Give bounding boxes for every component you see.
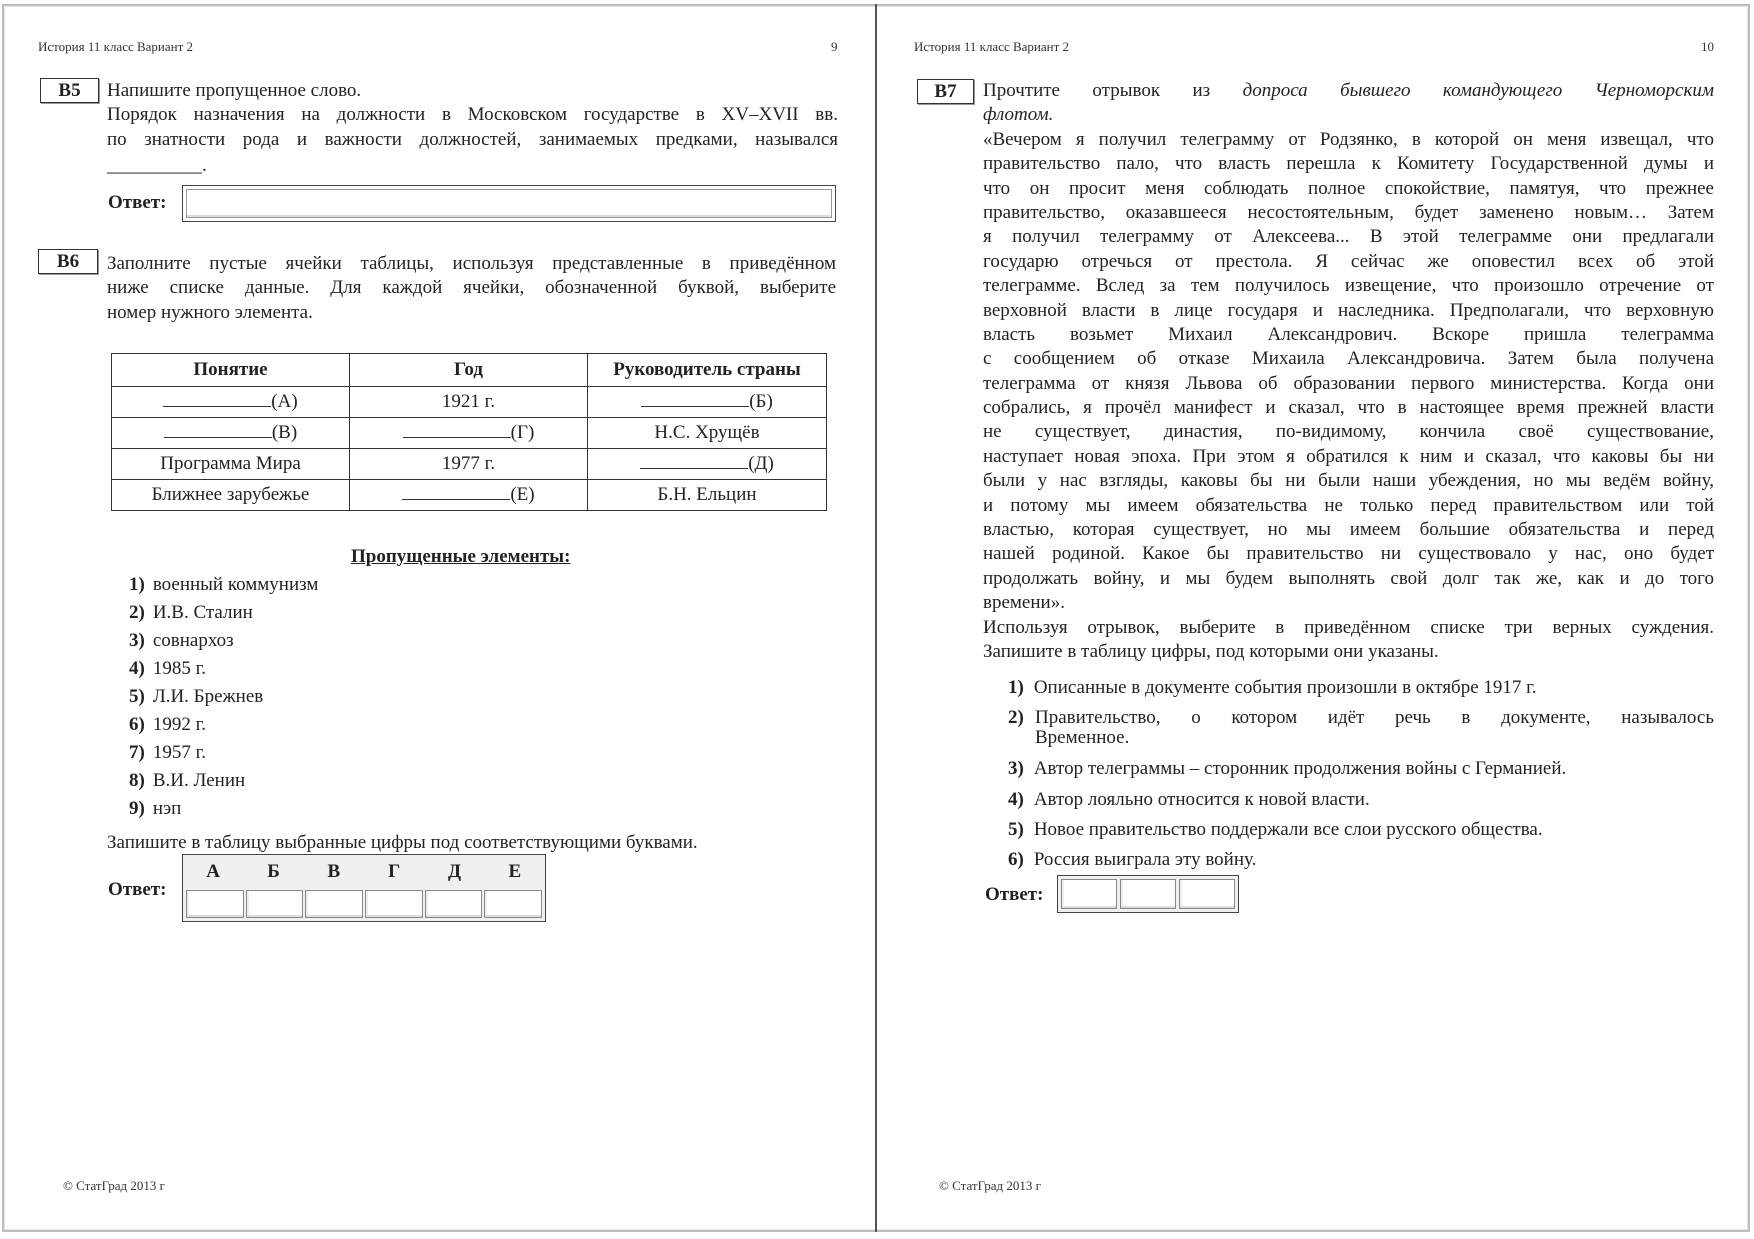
intro-text: Прочтите отрывок из [983, 80, 1211, 101]
item-text: совнархоз [152, 630, 234, 651]
answer-grid-b7 [1057, 875, 1239, 913]
text-line: флотом. [983, 104, 1054, 126]
blank-line [163, 388, 271, 407]
blank-line [403, 419, 511, 438]
list-item [129, 686, 263, 708]
answer-cells-row [186, 890, 542, 918]
answer-letters-row [183, 855, 545, 889]
blank-line [640, 450, 748, 469]
text-line: __________. [107, 155, 207, 177]
cell-text: 1977 г. [441, 453, 496, 474]
answer-letter: Е [508, 861, 522, 882]
quote-line: собрались, я прочёл манифест и сказал, что в настоящее время прежней власти [983, 397, 1714, 419]
answer-cell-g[interactable] [365, 890, 423, 918]
text-line [983, 79, 1714, 103]
option-text-line: Правительство, о котором идёт речь в документе, называлось [1035, 707, 1714, 728]
task-line: Запишите в таблицу цифры, под которыми они указаны. [983, 640, 1439, 662]
cell-letter: (Е) [510, 484, 535, 505]
table-cell-blank [112, 387, 350, 418]
table-header-row [112, 354, 827, 387]
list-item [1008, 819, 1714, 841]
cell-letter: (А) [271, 391, 298, 412]
cell-letter: (В) [271, 422, 298, 443]
option-text: Автор лояльно относится к новой власти. [1033, 789, 1370, 810]
quote-line: государю отречься от престола. Я сейчас же оповестил всех об этой [983, 250, 1714, 272]
option-number: 4) [1008, 789, 1024, 810]
item-text: 1992 г. [152, 714, 206, 735]
answer-label-b7: Ответ: [985, 884, 1044, 905]
question-b7-text [983, 79, 1714, 664]
item-number: 1) [129, 574, 145, 595]
text-line: номер нужного элемента. [107, 301, 313, 323]
text-line: Порядок назначения на должности в Московском государстве в XV–XVII вв. [107, 104, 838, 126]
quote-line: телеграмме. Вслед за тем получилось извещение, что произошло отречение от [983, 275, 1714, 297]
table-cell [112, 449, 350, 480]
table-row [112, 418, 827, 449]
column-header: Год [350, 354, 588, 387]
table-cell-blank [588, 387, 827, 418]
table-cell [588, 480, 827, 511]
table-cell-blank [588, 449, 827, 480]
answer-letter: А [206, 861, 221, 882]
blank-line [641, 388, 749, 407]
table-row [112, 449, 827, 480]
option-text: Новое правительство поддержали все слои русского общества. [1033, 819, 1543, 840]
answer-cell-2[interactable] [1120, 879, 1176, 909]
list-item [129, 742, 206, 764]
intro-source-italic: допроса бывшего командующего Черноморским [1242, 80, 1714, 101]
text-line: ниже списке данные. Для каждой ячейки, обозначенной буквой, выберите [107, 277, 836, 299]
answer-letter: Г [388, 861, 401, 882]
list-item [129, 770, 245, 792]
quote-line: верховной власти в лице государя и наследника. Предполагали, что верховную [983, 299, 1714, 321]
page-header: История 11 класс Вариант 2 [914, 39, 1070, 54]
list-item [1008, 849, 1714, 871]
answer-cell-b[interactable] [246, 890, 304, 918]
question-b5-text [107, 79, 838, 179]
item-text: Л.И. Брежнев [152, 686, 264, 707]
quote-line: правительство пало, что власть перешла к Комитету Государственной думы и [983, 153, 1714, 175]
answer-label-b6: Ответ: [108, 879, 167, 900]
item-number: 7) [129, 742, 145, 763]
answer-grid-b6 [182, 854, 546, 922]
table-cell [588, 418, 827, 449]
missing-elements-title: Пропущенные элементы: [351, 546, 571, 567]
cell-letter: (Г) [510, 422, 535, 443]
page-number: 10 [1701, 39, 1714, 54]
quote-line: я получил телеграмму от Алексеева... В этой телеграмме они предлагали [983, 226, 1714, 248]
answer-letter: В [327, 861, 341, 882]
quote-line: властью, которая существует, но мы имеем большие обязательства и перед [983, 519, 1714, 541]
list-item [129, 574, 318, 596]
quote-line: что он просит меня соблюдать полное спокойствие, памятуя, что прежнее [983, 177, 1714, 199]
item-text: 1985 г. [152, 658, 206, 679]
item-number: 6) [129, 714, 145, 735]
option-text [1035, 707, 1714, 729]
list-item [1008, 758, 1714, 780]
b6-table [111, 353, 827, 511]
option-number: 2) [1008, 707, 1024, 728]
quote-line: телеграмма от князя Львова об образовании первого министерства. Когда они [983, 372, 1714, 394]
quote-line: не существует, династия, по-видимому, кончила своё существование, [983, 421, 1714, 443]
quote-line: и потому мы имеем обязательства не только перед правительством или той [983, 494, 1714, 516]
answer-letter: Б [267, 861, 280, 882]
cell-text: Н.С. Хрущёв [654, 422, 760, 443]
text-line: по знатности рода и важности должностей, занимаемых предками, назывался [107, 128, 838, 150]
quote-line: власть возьмет Михаил Александрович. Вскоре пришла телеграмма [983, 323, 1714, 345]
b6-instruction: Запишите в таблицу выбранные цифры под соответствующими буквами. [107, 832, 698, 853]
answer-cell-d[interactable] [425, 890, 483, 918]
table-row [112, 480, 827, 511]
quote-line: наступает новая эпоха. При этом я обратился к ним и сказал, что каковы бы ни [983, 445, 1714, 467]
cell-letter: (Д) [748, 453, 774, 474]
option-text: Автор телеграммы – сторонник продолжения войны с Германией. [1033, 758, 1567, 779]
column-header: Понятие [112, 354, 350, 387]
list-item [129, 658, 206, 680]
table-cell [112, 480, 350, 511]
column-header: Руководитель страны [588, 354, 827, 387]
answer-input-b5-field[interactable] [186, 189, 832, 218]
item-text: В.И. Ленин [152, 770, 246, 791]
item-text: нэп [152, 798, 182, 819]
table-cell [350, 387, 588, 418]
quote-line: «Вечером я получил телеграмму от Родзянко, в которой он меня извещал, что [983, 128, 1714, 150]
table-cell-blank [350, 480, 588, 511]
table-cell-blank [350, 418, 588, 449]
page-divider [875, 4, 877, 1232]
question-b6-text [107, 252, 836, 325]
table-row [112, 387, 827, 418]
page-number: 9 [831, 39, 838, 54]
option-text-line: Временное. [1035, 727, 1130, 748]
table-cell [350, 449, 588, 480]
list-item [129, 714, 206, 736]
page-footer: © СтатГрад 2013 г [939, 1178, 1041, 1193]
item-number: 4) [129, 658, 145, 679]
option-text: Россия выиграла эту войну. [1033, 849, 1257, 870]
item-number: 8) [129, 770, 145, 791]
question-label-b7: В7 [917, 79, 974, 104]
blank-line [402, 481, 510, 500]
cell-letter: (Б) [749, 391, 773, 412]
page-footer: © СтатГрад 2013 г [63, 1178, 165, 1193]
item-number: 9) [129, 798, 145, 819]
item-text: 1957 г. [152, 742, 206, 763]
option-number: 1) [1008, 677, 1024, 698]
answer-label-b5: Ответ: [108, 192, 167, 213]
quote-line: с сообщением об отказе Михаила Александровича. Затем была получена [983, 348, 1714, 370]
page-header: История 11 класс Вариант 2 [38, 39, 194, 54]
quote-line: продолжать войну, и мы будем выполнять свой долг так же, как и до того [983, 567, 1714, 589]
list-item [1008, 789, 1714, 811]
answer-cell-1[interactable] [1061, 879, 1117, 909]
option-number: 6) [1008, 849, 1024, 870]
option-number: 3) [1008, 758, 1024, 779]
quote-line: правительство, оказавшееся несостоятельным, будет заменено новым… Затем [983, 201, 1714, 223]
task-line: Используя отрывок, выберите в приведённом списке три верных суждения. [983, 616, 1714, 638]
option-text: Описанные в документе события произошли в октябре 1917 г. [1033, 677, 1537, 698]
blank-line [164, 419, 272, 438]
text-line: Заполните пустые ячейки таблицы, используя представленные в приведённом [107, 253, 836, 274]
item-number: 5) [129, 686, 145, 707]
cell-text: Ближнее зарубежье [151, 484, 310, 505]
answer-letter: Д [447, 861, 462, 882]
list-item [129, 630, 234, 652]
text-line: Напишите пропущенное слово. [107, 80, 362, 101]
answer-cells-row [1061, 879, 1235, 909]
quote-line: были у нас взгляды, каковы бы ни были наши убеждения, но мы ведём войну, [983, 470, 1714, 492]
table-cell-blank [112, 418, 350, 449]
answer-cell-v[interactable] [305, 890, 363, 918]
option-number: 5) [1008, 819, 1024, 840]
quote-line: нашей родиной. Какое бы правительство ни существовало у нас, оно будет [983, 543, 1714, 565]
item-text: военный коммунизм [152, 574, 319, 595]
quote-line: времени». [983, 592, 1065, 614]
list-item [129, 602, 253, 624]
list-item [1008, 677, 1714, 699]
answer-cell-3[interactable] [1179, 879, 1235, 909]
cell-text: 1921 г. [441, 391, 496, 412]
cell-text: Программа Мира [160, 453, 301, 474]
cell-text: Б.Н. Ельцин [657, 484, 757, 505]
answer-cell-e[interactable] [484, 890, 542, 918]
item-number: 3) [129, 630, 145, 651]
item-number: 2) [129, 602, 145, 623]
item-text: И.В. Сталин [152, 602, 253, 623]
answer-cell-a[interactable] [186, 890, 244, 918]
list-item [129, 798, 181, 820]
question-label-b5: В5 [40, 78, 99, 103]
answer-input-b5[interactable] [182, 185, 836, 222]
question-label-b6: В6 [38, 249, 98, 274]
